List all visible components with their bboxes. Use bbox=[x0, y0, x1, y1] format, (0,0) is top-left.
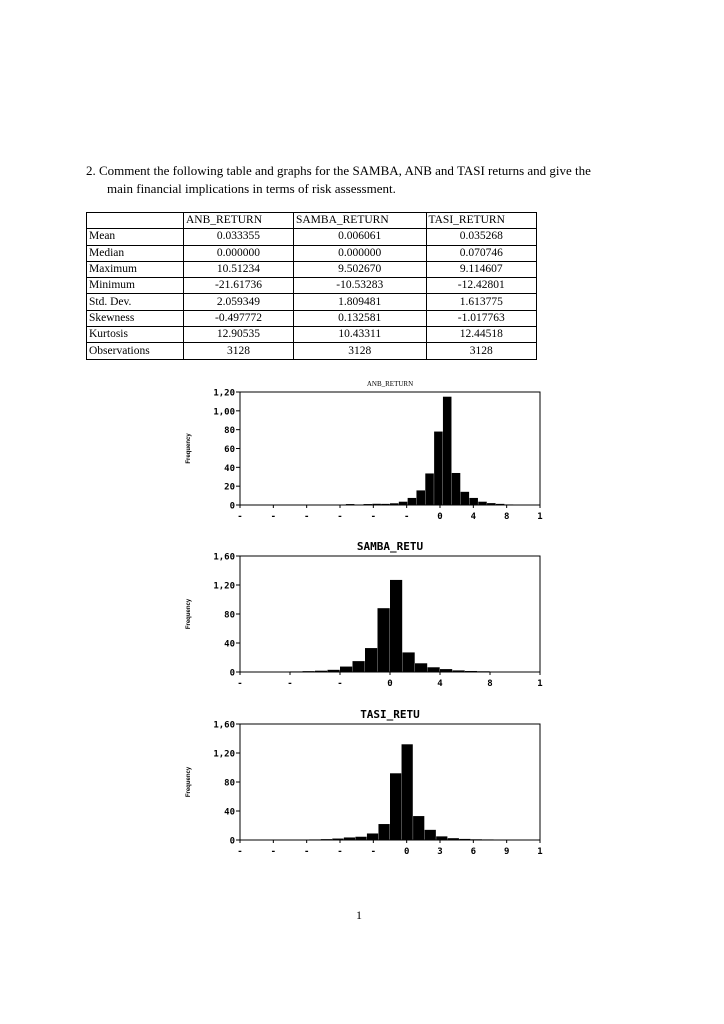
row-label: Kurtosis bbox=[87, 327, 184, 343]
histogram-bar bbox=[378, 608, 390, 672]
cell-tasi: 1.613775 bbox=[426, 294, 536, 310]
cell-tasi: 9.114607 bbox=[426, 261, 536, 277]
histogram-bar bbox=[452, 473, 461, 505]
x-tick-label: - bbox=[337, 512, 343, 522]
table-header-corner bbox=[87, 213, 184, 229]
x-tick-label: - bbox=[270, 847, 277, 857]
x-tick-label: 1 bbox=[537, 512, 543, 522]
x-tick-label: 9 bbox=[503, 847, 510, 857]
row-label: Median bbox=[87, 245, 184, 261]
tasi-histogram bbox=[178, 706, 548, 856]
tasi-histogram-svg bbox=[178, 706, 548, 856]
cell-tasi: 3128 bbox=[426, 343, 536, 359]
cell-anb: 0.033355 bbox=[184, 229, 294, 245]
cell-anb: 0.000000 bbox=[184, 245, 294, 261]
x-tick-label: - bbox=[287, 679, 293, 689]
y-tick-label: 80 bbox=[224, 778, 235, 789]
x-tick-label: 0 bbox=[403, 847, 410, 857]
x-tick-label: - bbox=[237, 847, 243, 857]
cell-anb: 2.059349 bbox=[184, 294, 294, 310]
y-tick-label: 80 bbox=[224, 610, 235, 621]
x-tick-label: 8 bbox=[503, 512, 510, 522]
anb-histogram-svg bbox=[178, 374, 548, 522]
histogram-bar bbox=[428, 667, 440, 672]
x-tick-label: - bbox=[403, 512, 410, 522]
x-tick-label: 4 bbox=[437, 679, 443, 689]
histogram-bar bbox=[378, 824, 389, 840]
x-tick-label: - bbox=[303, 512, 310, 522]
table-row bbox=[87, 343, 537, 359]
y-tick-label: 1,60 bbox=[213, 720, 235, 731]
histogram-bar bbox=[390, 580, 402, 672]
cell-tasi: 0.070746 bbox=[426, 245, 536, 261]
x-tick-label: - bbox=[237, 679, 243, 689]
histogram-bar bbox=[425, 830, 436, 840]
histogram-bar bbox=[434, 432, 443, 505]
y-tick-label: 40 bbox=[224, 639, 235, 650]
row-label: Maximum bbox=[87, 261, 184, 277]
x-tick-label: 0 bbox=[437, 512, 443, 522]
cell-samba: 3128 bbox=[293, 343, 426, 359]
cell-samba: 10.43311 bbox=[293, 327, 426, 343]
cell-samba: 0.000000 bbox=[293, 245, 426, 261]
histogram-bar bbox=[353, 661, 365, 672]
cell-anb: -21.61736 bbox=[184, 278, 294, 294]
x-tick-label: 8 bbox=[487, 679, 493, 689]
cell-anb: 10.51234 bbox=[184, 261, 294, 277]
histogram-bar bbox=[390, 773, 401, 840]
question-text bbox=[86, 162, 656, 198]
cell-tasi: 0.035268 bbox=[426, 229, 536, 245]
y-tick-label: 1,20 bbox=[213, 388, 235, 399]
y-tick-label: 1,20 bbox=[213, 581, 235, 592]
cell-samba: 1.809481 bbox=[293, 294, 426, 310]
histogram-bar bbox=[340, 667, 352, 672]
x-tick-label: - bbox=[337, 847, 343, 857]
chart-title: TASI_RETU bbox=[360, 708, 420, 721]
y-tick-label: 20 bbox=[224, 482, 235, 493]
page-number: 1 bbox=[356, 908, 362, 922]
x-tick-label: 1 bbox=[537, 847, 543, 857]
histogram-bar bbox=[367, 833, 378, 840]
row-label: Mean bbox=[87, 229, 184, 245]
y-tick-label: 0 bbox=[229, 501, 235, 512]
y-axis-label: Frequency bbox=[186, 598, 192, 630]
chart-title: SAMBA_RETU bbox=[356, 540, 424, 553]
question-line-1: 2. Comment the following table and graphs for the SAMBA, ANB and TASI returns and give the bbox=[86, 163, 591, 178]
cell-anb: -0.497772 bbox=[184, 310, 294, 326]
cell-samba: -10.53283 bbox=[293, 278, 426, 294]
y-tick-label: 0 bbox=[229, 668, 235, 679]
y-tick-label: 0 bbox=[229, 836, 235, 847]
row-label: Std. Dev. bbox=[87, 294, 184, 310]
x-tick-label: 0 bbox=[387, 679, 393, 689]
question-line-2: main financial implications in terms of risk assessment. bbox=[107, 181, 396, 196]
table-row bbox=[87, 278, 537, 294]
table-row bbox=[87, 229, 537, 245]
table-header-anb: ANB_RETURN bbox=[184, 213, 294, 229]
y-axis-label: Frequency bbox=[186, 766, 192, 798]
y-axis-label: Frequency bbox=[186, 433, 192, 464]
x-tick-label: - bbox=[370, 847, 377, 857]
statistics-table bbox=[86, 212, 537, 360]
x-tick-label: 3 bbox=[437, 847, 443, 857]
table-row bbox=[87, 261, 537, 277]
cell-anb: 12.90535 bbox=[184, 327, 294, 343]
cell-samba: 0.006061 bbox=[293, 229, 426, 245]
table-header-row bbox=[87, 213, 537, 229]
x-tick-label: 6 bbox=[470, 847, 477, 857]
chart-title: ANB_RETURN bbox=[366, 380, 414, 388]
histogram-bar bbox=[461, 492, 470, 505]
cell-samba: 9.502670 bbox=[293, 261, 426, 277]
cell-samba: 0.132581 bbox=[293, 310, 426, 326]
y-tick-label: 40 bbox=[224, 463, 235, 474]
y-tick-label: 60 bbox=[224, 445, 235, 455]
x-tick-label: 1 bbox=[537, 679, 543, 689]
table-row bbox=[87, 310, 537, 326]
x-tick-label: - bbox=[270, 512, 277, 522]
y-tick-label: 40 bbox=[224, 807, 235, 818]
histogram-bar bbox=[416, 490, 425, 505]
x-tick-label: - bbox=[303, 847, 310, 857]
x-tick-label: - bbox=[237, 512, 243, 522]
samba-histogram-svg bbox=[178, 538, 548, 688]
histogram-bar bbox=[425, 473, 434, 505]
histogram-bar bbox=[443, 397, 452, 505]
histogram-bar bbox=[413, 816, 424, 840]
histogram-bar bbox=[436, 836, 447, 840]
table-header-tasi: TASI_RETURN bbox=[426, 213, 536, 229]
anb-histogram bbox=[178, 374, 548, 522]
y-tick-label: 1,00 bbox=[213, 407, 235, 418]
histogram-bar bbox=[402, 744, 413, 840]
x-tick-label: - bbox=[370, 512, 377, 522]
plot-frame bbox=[240, 392, 540, 505]
histogram-bar bbox=[365, 648, 377, 672]
table-row bbox=[87, 245, 537, 261]
table-header-samba: SAMBA_RETURN bbox=[293, 213, 426, 229]
table-row bbox=[87, 327, 537, 343]
histogram-bar bbox=[403, 652, 415, 672]
cell-tasi: -12.42801 bbox=[426, 278, 536, 294]
row-label: Observations bbox=[87, 343, 184, 359]
x-tick-label: - bbox=[337, 679, 343, 689]
x-tick-label: 4 bbox=[470, 512, 477, 522]
table-row bbox=[87, 294, 537, 310]
histogram-bar bbox=[408, 498, 417, 505]
cell-tasi: 12.44518 bbox=[426, 327, 536, 343]
histogram-bar bbox=[469, 498, 478, 505]
y-tick-label: 1,20 bbox=[213, 749, 235, 760]
y-tick-label: 1,60 bbox=[213, 552, 235, 563]
samba-histogram bbox=[178, 538, 548, 688]
histogram-bar bbox=[415, 663, 427, 672]
row-label: Skewness bbox=[87, 310, 184, 326]
y-tick-label: 80 bbox=[224, 426, 235, 437]
row-label: Minimum bbox=[87, 278, 184, 294]
cell-tasi: -1.017763 bbox=[426, 310, 536, 326]
cell-anb: 3128 bbox=[184, 343, 294, 359]
